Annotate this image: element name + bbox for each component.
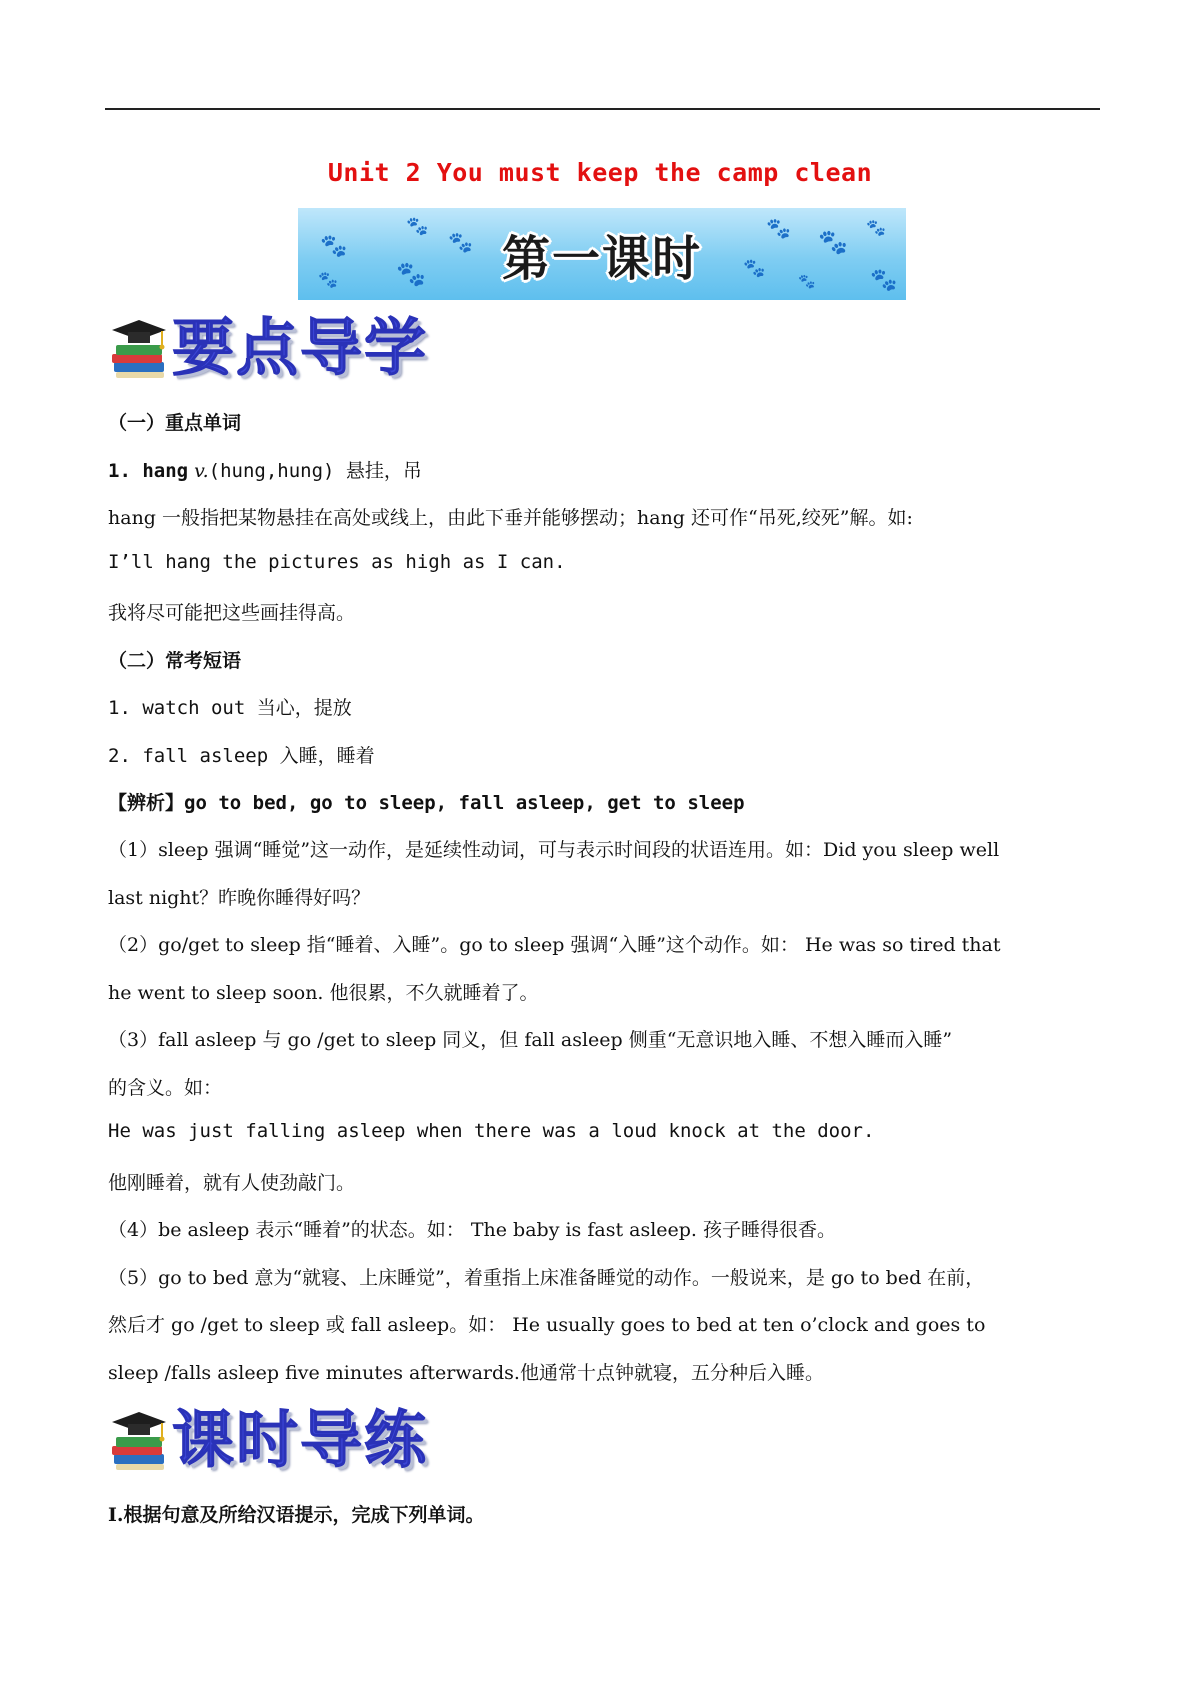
paw-icon: 🐾 (320, 234, 348, 259)
paw-icon: 🐾 (396, 260, 426, 288)
phrase-heading: （二）常考短语 (108, 650, 242, 672)
section-heading-text: 要点导学 (172, 311, 429, 384)
analysis-p1-cont: last night？昨晚你睡得好吗？ (108, 887, 371, 909)
section-heading-text: 课时导练 (172, 1403, 429, 1476)
section-heading-practice (108, 1402, 438, 1482)
paw-icon: 🐾 (798, 274, 816, 290)
phrase-item: 2. fall asleep 入睡，睡着 (108, 745, 375, 767)
header-rule (105, 108, 1100, 110)
analysis-title: 【辨析】go to bed, go to sleep, fall asleep, get to sleep (108, 792, 745, 814)
paw-icon: 🐾 (766, 216, 791, 240)
vocab-note: hang 一般指把某物悬挂在高处或线上，由此下垂并能够摆动；hang 还可作“吊死,绞死”解。如: (108, 507, 913, 529)
analysis-p3-example-en: He was just falling asleep when there was a loud knock at the door. (108, 1120, 875, 1142)
paw-icon: 🐾 (318, 270, 338, 289)
analysis-p4: （4）be asleep 表示“睡着”的状态。如： The baby is fast asleep. 孩子睡得很香。 (108, 1219, 837, 1241)
analysis-p5: （5）go to bed 意为“就寝、上床睡觉”，着重指上床准备睡觉的动作。一般说来，是 go to bed 在前， (108, 1267, 985, 1289)
paw-icon: 🐾 (870, 268, 898, 293)
paw-icon: 🐾 (818, 228, 848, 256)
vocab-word: 1. hang (108, 460, 189, 482)
analysis-p5-cont: 然后才 go /get to sleep 或 fall asleep。如： He usually goes to bed at ten o’clock and goes to (108, 1314, 986, 1336)
analysis-p3-example-zh: 他刚睡着，就有人使劲敲门。 (108, 1172, 356, 1194)
section-heading-guide (108, 310, 438, 390)
analysis-p2: （2）go/get to sleep 指“睡着、入睡”。go to sleep 强调“入睡”这个动作。如： He was so tired that (108, 934, 1001, 956)
analysis-p3: （3）fall asleep 与 go /get to sleep 同义，但 fall asleep 侧重“无意识地入睡、不想入睡而入睡” (108, 1029, 953, 1051)
vocab-example-en: I’ll hang the pictures as high as I can. (108, 551, 566, 573)
analysis-p1: （1）sleep 强调“睡觉”这一动作，是延续性动词，可与表示时间段的状语连用。如：Did you sleep well (108, 839, 1000, 861)
paw-icon: 🐾 (406, 216, 429, 237)
paw-icon: 🐾 (743, 258, 766, 279)
banner-text: 第一课时 (501, 230, 702, 287)
paw-icon: 🐾 (448, 230, 473, 254)
vocab-example-zh: 我将尽可能把这些画挂得高。 (108, 602, 356, 624)
exercise-heading: Ⅰ.根据句意及所给汉语提示，完成下列单词。 (108, 1504, 485, 1526)
analysis-p2-cont: he went to sleep soon. 他很累，不久就睡着了。 (108, 982, 539, 1004)
graduation-books-icon (108, 1408, 170, 1474)
analysis-p5-cont: sleep /falls asleep five minutes afterwards.他通常十点钟就寝，五分种后入睡。 (108, 1362, 824, 1384)
graduation-books-icon (108, 316, 170, 382)
analysis-p3-cont: 的含义。如： (108, 1077, 223, 1099)
page-title: Unit 2 You must keep the camp clean (327, 158, 873, 187)
phrase-item: 1. watch out 当心，提放 (108, 697, 352, 719)
vocab-forms: (hung,hung) 悬挂，吊 (208, 460, 422, 482)
vocab-heading: （一）重点单词 (108, 412, 242, 434)
vocab-entry (108, 456, 1108, 483)
vocab-pos: v. (194, 460, 209, 482)
paw-icon: 🐾 (866, 218, 886, 237)
lesson-banner (298, 208, 906, 300)
